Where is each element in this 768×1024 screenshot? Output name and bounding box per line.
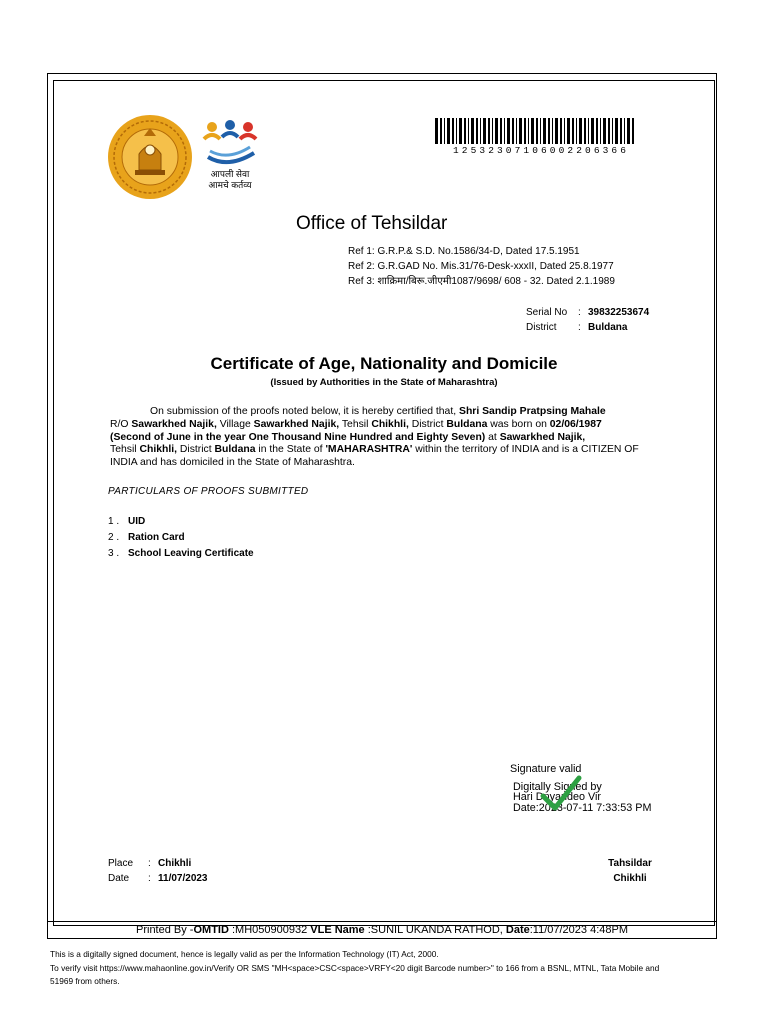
proof-label: Ration Card (128, 532, 185, 543)
barcode-bar (543, 118, 546, 144)
barcode-bar (555, 118, 558, 144)
barcode-bar (480, 118, 481, 144)
district: Buldana (446, 418, 488, 430)
serial-value: 39832253674 (588, 307, 650, 318)
barcode-bar (540, 118, 541, 144)
barcode-bar (435, 118, 438, 144)
aapli-seva-logo (198, 117, 262, 197)
proof-number: 1 . (108, 516, 120, 527)
barcode-bar (567, 118, 570, 144)
barcode-bar (504, 118, 505, 144)
aapli-seva-logo-icon (198, 117, 262, 169)
barcode-bar (440, 118, 442, 144)
barcode-bar (632, 118, 634, 144)
barcode-bar (500, 118, 502, 144)
barcode-bar (584, 118, 586, 144)
district-2: Buldana (214, 444, 256, 456)
body-text-10: in the State of (258, 444, 323, 456)
reference-3: Ref 3: शाक्रिमा/बिरू.जीएमी1087/9698/ 608 - 32. Dated 2.1.1989 (348, 276, 615, 287)
tehsil: Chikhli, (371, 418, 409, 430)
proof-label: School Leaving Certificate (128, 548, 254, 559)
body-paragraph (110, 406, 666, 470)
date-of-birth: 02/06/1987 (549, 418, 602, 430)
barcode-icon (435, 118, 635, 144)
printed-date-value: :11/07/2023 4:48PM (529, 924, 628, 936)
list-item (108, 546, 254, 562)
certificate-title: Certificate of Age, Nationality and Domicile (210, 354, 558, 373)
vle-label: VLE Name (310, 924, 365, 936)
barcode-bar (603, 118, 606, 144)
barcode-bar (624, 118, 625, 144)
footer-line-2: To verify visit https://www.mahaonline.gov.in/Verify OR SMS "MH<space>CSC<space>VRFY<20 digit Barcode number>" to 166 from a BSNL, MTNL, Tata Mobile and (50, 962, 660, 973)
body-text-3: Village (219, 418, 251, 430)
omtid-value: :MH050900932 (228, 924, 311, 936)
barcode-bar (579, 118, 582, 144)
barcode-bar (615, 118, 618, 144)
proofs-list (108, 514, 254, 562)
place-row (108, 856, 208, 871)
barcode-bar (468, 118, 469, 144)
barcode-bar (452, 118, 454, 144)
district-row (526, 320, 649, 335)
proof-label: UID (128, 516, 146, 527)
certificate-body (110, 406, 666, 470)
barcode-bar (495, 118, 498, 144)
barcode-bar (456, 118, 457, 144)
body-text-1: On submission of the proofs noted below, it is hereby certified that, (150, 406, 457, 417)
body-text-6: was born on (490, 418, 547, 430)
barcode-bar (471, 118, 474, 144)
references (348, 244, 615, 289)
village: Sawarkhed Najik, (253, 418, 340, 430)
body-text-9: District (179, 444, 212, 456)
place-label: Place (108, 858, 134, 869)
date-value: 11/07/2023 (158, 873, 208, 884)
body-text-4: Tehsil (341, 418, 369, 430)
barcode-bar (512, 118, 514, 144)
list-item (108, 530, 254, 546)
barcode-bar (560, 118, 562, 144)
barcode-bar (548, 118, 550, 144)
place-value: Chikhli (158, 858, 192, 869)
barcode-bar (459, 118, 462, 144)
signature-line-1: Digitally Signed by (513, 780, 602, 793)
omtid-label: OMTID (193, 924, 229, 936)
serial-row (526, 305, 649, 320)
body-text-7: at (488, 431, 497, 443)
birthplace: Sawarkhed Najik, (499, 431, 586, 443)
date-colon: : (148, 873, 151, 884)
date-of-birth-words: (Second of June in the year One Thousand Nine Hundred and Eighty Seven) (110, 431, 486, 443)
certificate-subtitle: (Issued by Authorities in the State of Maharashtra) (270, 377, 498, 388)
applicant-name: Shri Sandip Pratpsing Mahale (459, 406, 606, 417)
list-item (108, 514, 254, 530)
body-text-5: District (411, 418, 444, 430)
reference-1: Ref 1: G.R.P.& S.D. No.1586/34-D, Dated 17.5.1951 (348, 246, 580, 257)
footer-line-3: 51969 from others. (50, 976, 120, 987)
barcode-bar (620, 118, 622, 144)
district-colon: : (578, 322, 581, 333)
footer-line-1: This is a digitally signed document, hence is legally valid as per the Information Technology (IT) Act, 2000. (50, 949, 439, 959)
printed-prefix: Printed By - (136, 924, 194, 936)
barcode-bar (531, 118, 534, 144)
body-text-2: R/O (110, 418, 129, 430)
barcode-bar (476, 118, 478, 144)
barcode-bar (519, 118, 522, 144)
residence: Sawarkhed Najik, (131, 418, 217, 430)
place-date-block (108, 856, 208, 886)
barcode-bar (444, 118, 445, 144)
body-text-8: Tehsil (110, 444, 137, 456)
date-row (108, 871, 208, 886)
barcode-bar (564, 118, 565, 144)
check-icon (540, 774, 582, 812)
district-label: District (526, 322, 557, 333)
logo-tagline-line2: आमचे कर्तव्य (208, 180, 252, 190)
serial-block (526, 305, 649, 335)
barcode-bar (492, 118, 493, 144)
particulars-title: PARTICULARS OF PROOFS SUBMITTED (108, 486, 309, 497)
barcode-bar (536, 118, 538, 144)
barcode-bar (627, 118, 630, 144)
authority-location: Chikhli (613, 873, 647, 884)
state: 'MAHARASHTRA' (325, 444, 413, 456)
district-value: Buldana (588, 322, 628, 333)
place-colon: : (148, 858, 151, 869)
logo-tagline (198, 169, 262, 191)
barcode-bar (552, 118, 553, 144)
body-text-11: within the territory of INDIA and is a CITIZEN OF INDIA and has domiciled in the State of Maharashtra. (110, 444, 639, 469)
authority-block (560, 856, 700, 886)
barcode-bar (483, 118, 486, 144)
barcode-bar (588, 118, 589, 144)
vle-value: :SUNIL UKANDA RATHOD, (364, 924, 506, 936)
barcode-bar (507, 118, 510, 144)
signature-line-3: Date:2023-07-11 7:33:53 PM (513, 801, 652, 814)
serial-label: Serial No (526, 307, 568, 318)
authority-title: Tahsildar (608, 858, 652, 869)
footer-notes (50, 948, 730, 989)
printed-date-label: Date (505, 924, 530, 936)
logo-tagline-line1: आपली सेवा (210, 169, 250, 179)
barcode-bar (596, 118, 598, 144)
barcode-bar (572, 118, 574, 144)
date-label: Date (108, 873, 130, 884)
office-title: Office of Tehsildar (296, 213, 448, 234)
barcode-bar (528, 118, 529, 144)
proof-number: 3 . (108, 548, 120, 559)
barcode-bar (488, 118, 490, 144)
barcode-bar (516, 118, 517, 144)
printed-by-line (48, 921, 716, 938)
barcode-bar (600, 118, 601, 144)
signature-line-2: Hari Dnyandeo Vir (513, 791, 602, 803)
barcode-bar (524, 118, 526, 144)
barcode-bar (612, 118, 613, 144)
maharashtra-seal-icon (107, 114, 193, 200)
barcode-bar (576, 118, 577, 144)
tehsil-2: Chikhli, (139, 444, 177, 456)
signature-status: Signature valid (510, 763, 582, 775)
serial-colon: : (578, 307, 581, 318)
barcode-bar (447, 118, 450, 144)
barcode-bar (464, 118, 466, 144)
barcode-number: 12532307106002206366 (453, 145, 630, 156)
proof-number: 2 . (108, 532, 120, 543)
barcode-bar (591, 118, 594, 144)
barcode-bar (608, 118, 610, 144)
reference-2: Ref 2: G.R.GAD No. Mis.31/76-Desk-xxxII, Dated 25.8.1977 (348, 261, 614, 272)
